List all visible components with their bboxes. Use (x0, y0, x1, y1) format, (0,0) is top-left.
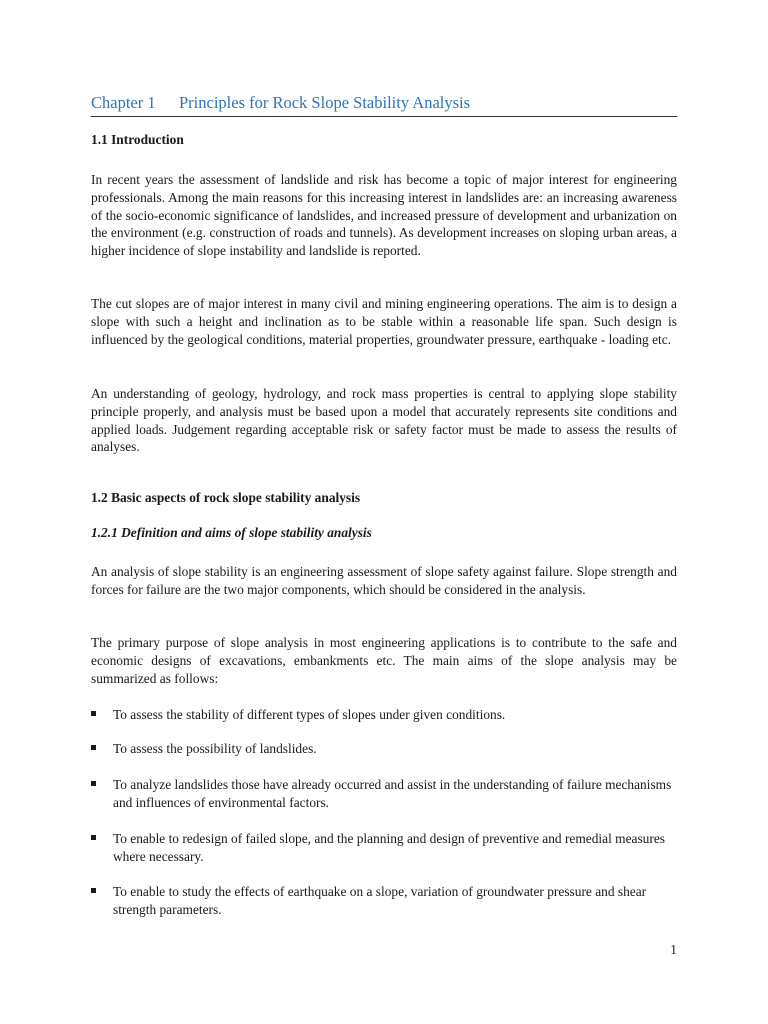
aim-text: To assess the stability of different types of slopes under given conditions. (113, 707, 506, 722)
aim-list-item-2 (91, 740, 677, 758)
aim-text: To enable to study the effects of earthquake on a slope, variation of groundwater pressure and shear strength parameters. (113, 884, 647, 917)
aim-list-item-3 (91, 776, 677, 812)
aim-list-item-1 (91, 706, 677, 724)
definition-paragraph-1: An analysis of slope stability is an engineering assessment of slope safety against failure. Slope strength and forces for failure are the two major components, which should be considered in the analysis. (91, 564, 677, 597)
intro-paragraph-1: In recent years the assessment of landslide and risk has become a topic of major interest for engineering professionals. Among the main reasons for this increasing interest in landslides are: an increasing awareness of the socio-economic significance of landslides, and increased pressure of development and urbanization on the environment (e.g. construction of roads and tunnels). As development increases on sloping urban areas, a higher incidence of slope instability and landslide is reported. (91, 172, 677, 259)
bullet-square-icon (91, 781, 96, 786)
bullet-square-icon (91, 711, 96, 716)
aim-text: To assess the possibility of landslides. (113, 741, 317, 756)
bullet-square-icon (91, 745, 96, 750)
intro-paragraph-2: The cut slopes are of major interest in many civil and mining engineering operations. The aim is to design a slope with such a height and inclination as to be stable within a reasonable life span. Such design is influenced by the geological conditions, material properties, groundwater pressure, earthquake - loading etc. (91, 296, 677, 347)
chapter-heading (91, 93, 677, 117)
section-heading-basic-aspects: 1.2 Basic aspects of rock slope stability analysis (91, 490, 361, 505)
section-heading-introduction: 1.1 Introduction (91, 132, 184, 147)
chapter-title: Principles for Rock Slope Stability Analysis (179, 93, 471, 112)
bullet-square-icon (91, 835, 96, 840)
aim-list-item-5 (91, 883, 677, 919)
page-number: 1 (670, 942, 677, 957)
chapter-number: Chapter 1 (91, 93, 156, 112)
aim-list-item-4 (91, 830, 677, 866)
document-page (91, 0, 677, 1024)
bullet-square-icon (91, 888, 96, 893)
aim-text: To enable to redesign of failed slope, and the planning and design of preventive and remedial measures where necessary. (113, 831, 665, 864)
definition-paragraph-2: The primary purpose of slope analysis in most engineering applications is to contribute to the safe and economic designs of excavations, embankments etc. The main aims of the slope analysis may be summarized as follows: (91, 635, 677, 686)
intro-paragraph-3: An understanding of geology, hydrology, and rock mass properties is central to applying slope stability principle properly, and analysis must be based upon a model that accurately represents site conditions and applied loads. Judgement regarding acceptable risk or safety factor must be made to assess the results of analyses. (91, 386, 677, 455)
subsection-heading-definition: 1.2.1 Definition and aims of slope stability analysis (91, 525, 372, 540)
aim-text: To analyze landslides those have already occurred and assist in the understanding of failure mechanisms and influences of environmental factors. (113, 777, 672, 810)
